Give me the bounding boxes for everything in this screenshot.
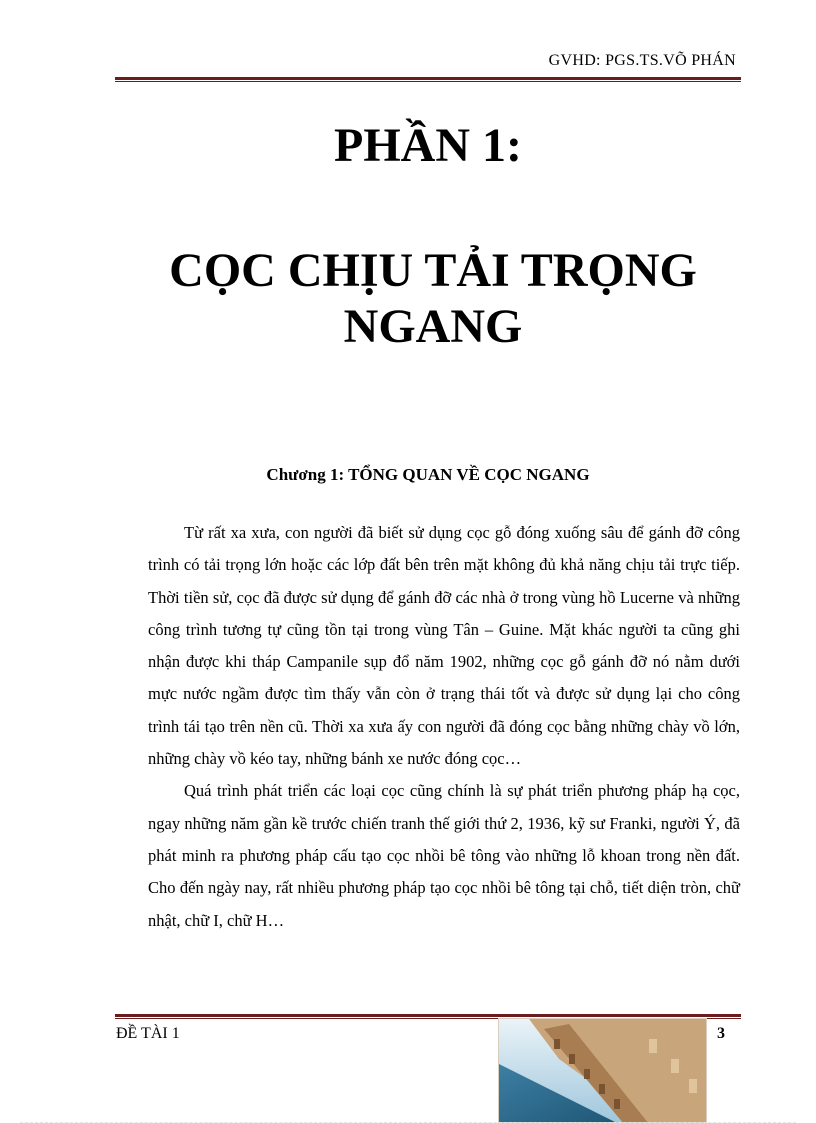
body-text [148, 517, 740, 937]
main-title-line-2: NGANG [343, 300, 523, 353]
main-title-line-1: CỌC CHỊU TẢI TRỌNG [169, 244, 697, 297]
main-title [0, 243, 816, 355]
part-title: PHẦN 1: [334, 119, 522, 172]
paragraph-2: Quá trình phát triển các loại cọc cũng chính là sự phát triển phương pháp hạ cọc, ngay những năm gần kề trước chiến tranh thế giới thứ 2, 1936, kỹ sư Franki, người Ý, đã phát minh ra phương pháp cấu tạo cọc nhồi bê tông vào những lỗ khoan trong nền đất. Cho đến ngày nay, rất nhiều phương pháp tạo cọc nhồi bê tông tại chỗ, tiết diện tròn, chữ nhật, chữ I, chữ H… [148, 781, 740, 930]
header-rule [115, 77, 741, 82]
paragraph-1: Từ rất xa xưa, con người đã biết sử dụng cọc gỗ đóng xuống sâu để gánh đỡ công trình có tải trọng lớn hoặc các lớp đất bên trên mặt không đủ khả năng chịu tải trực tiếp. Thời tiền sử, cọc đã được sử dụng để gánh đỡ các nhà ở trong vùng hồ Lucerne và những công trình tương tự cũng tồn tại trong vùng Tân – Guine. Mặt khác người ta cũng ghi nhận được khi tháp Campanile sụp đổ năm 1902, những cọc gỗ gánh đỡ nó nằm dưới mực nước ngầm được tìm thấy vẫn còn ở trạng thái tốt và được sử dụng lại cho công trình tái tạo trên nền cũ. Thời xa xưa ấy con người đã đóng cọc bằng những chày vồ lớn, những chày vồ kéo tay, những bánh xe nước đóng cọc… [148, 523, 740, 769]
footer-topic: ĐỀ TÀI 1 [116, 1025, 180, 1042]
chapter-title: Chương 1: TỔNG QUAN VỀ CỌC NGANG [266, 465, 590, 484]
footer-pier-photo [498, 1018, 707, 1123]
header-advisor: GVHD: PGS.TS.VÕ PHÁN [548, 52, 736, 69]
page-number: 3 [717, 1025, 725, 1042]
